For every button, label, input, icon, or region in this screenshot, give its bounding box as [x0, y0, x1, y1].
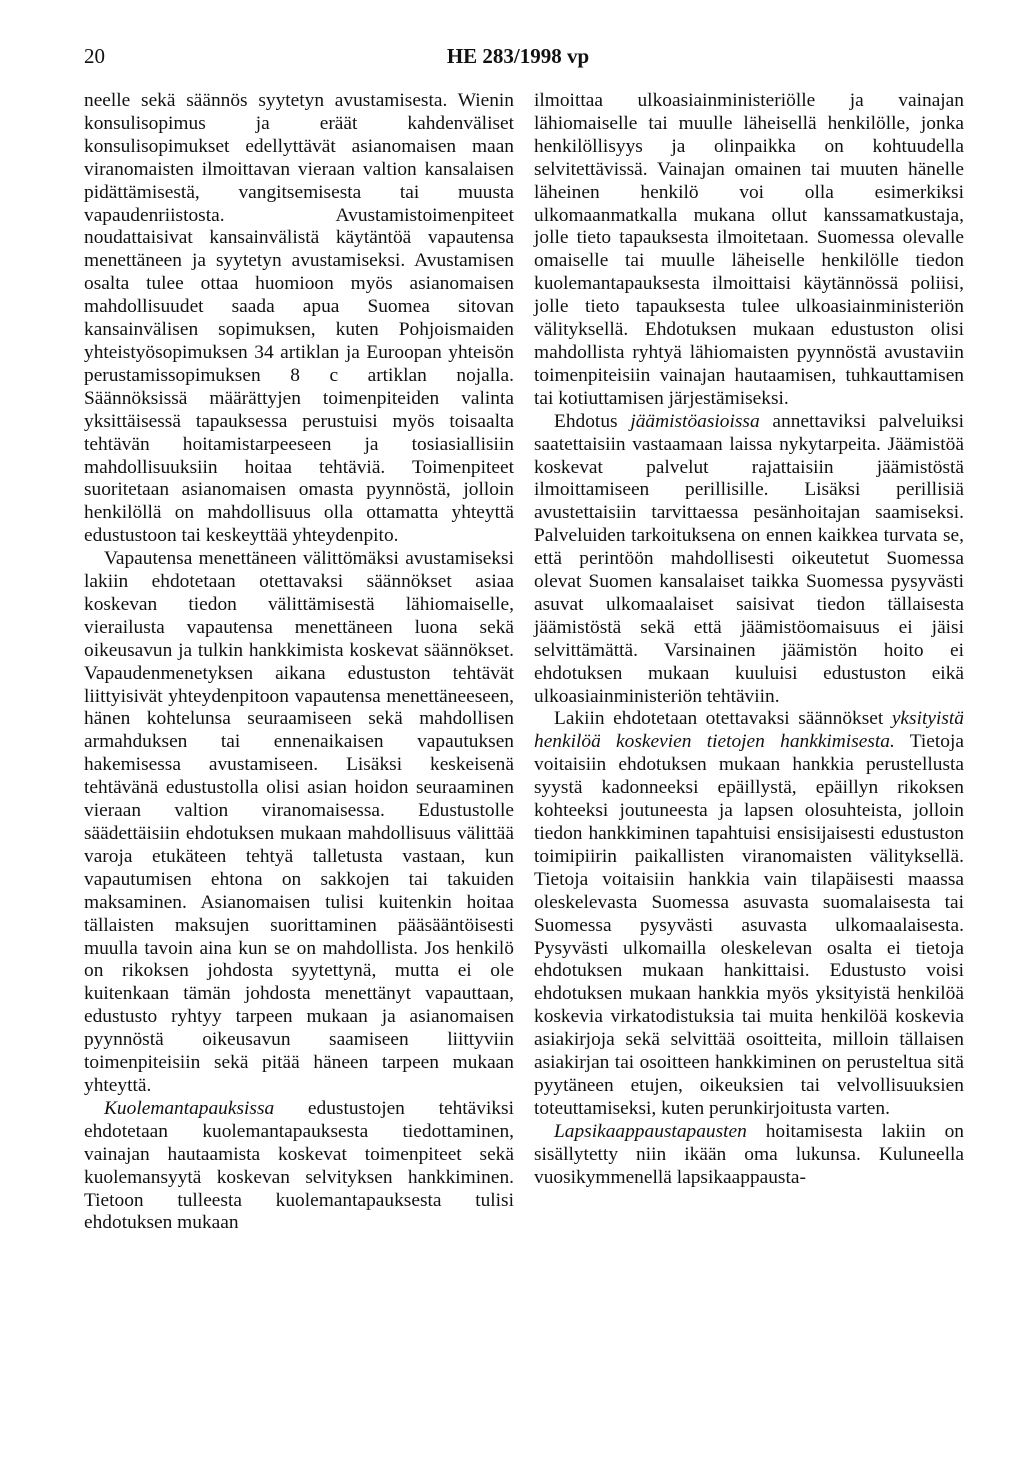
document-id: HE 283/1998 vp — [446, 44, 590, 68]
paragraph-deaths — [84, 1098, 514, 1235]
term-child-abduction: Lapsikaappaustapausten — [554, 1120, 747, 1142]
paragraph-assistance-continued: neelle sekä säännös syytetyn avustamisesta. Wienin konsulisopimus ja eräät kahdenväliset konsulisopimukset edellyttävät asianomaisen maan viranomaisten ilmoittavan vieraan valtion kansalaisen pidättämisestä, vangitsemisesta tai muusta vapaudenriistosta. Avustamistoimenpiteet noudattaisivat kansainvälistä käytäntöä vapautensa menettäneen ja syytetyn avustamiseksi. Avustamisen osalta tulee ottaa huomioon myös asianomaisen mahdollisuudet saada apua Suomea sitovan kansainvälisen sopimuksen, kuten Pohjoismaiden yhteistyösopimuksen 34 artiklan ja Euroopan yhteisön perustamissopimuksen 8 c artiklan nojalla. Säännöksissä määrättyjen toimenpiteiden valinta yksittäisessä tapauksessa perustuisi myös toisaalta tehtävän hoitamistarpeeseen ja tosiasiallisiin mahdollisuuksiin hoitaa tehtäviä. Toimenpiteet suoritetaan asianomaisen omasta pyynnöstä, jolloin henkilöllä on mahdollisuus olla ottamatta yhteyttä edustustoon tai keskeyttää yhteydenpito. — [84, 90, 514, 547]
term-estates: jäämistöasioissa — [630, 410, 760, 432]
paragraph-deaths-text: edustustojen tehtäviksi ehdotetaan kuolemantapauksesta tiedottaminen, vainajan hautaamista koskevat toimenpiteet sekä kuolemansyytä koskevan selvityksen hankkiminen. Tietoon tulleesta kuolemantapauksesta tulisi ehdotuksen mukaan — [84, 1097, 514, 1234]
page-header — [84, 44, 952, 74]
paragraph-child-abduction-text: hoitamisesta lakiin on sisällytetty niin ikään oma lukunsa. Kuluneella vuosikymmenellä lapsikaappausta- — [534, 1120, 964, 1188]
page-number: 20 — [84, 44, 105, 68]
left-column — [84, 90, 514, 1235]
paragraph-personal-information-lead: Lakiin ehdotetaan otettavaksi säännökset — [554, 708, 892, 730]
paragraph-estates-text: annettaviksi palveluiksi saatettaisiin vastaamaan laissa nykytarpeita. Jäämistöä koskevat palvelut rajattaisiin jäämistöstä ilmoittamiseen perillisille. Lisäksi perillisiä avustettaisiin tarvittaessa pesänhoitajan saamiseksi. Palveluiden tarkoituksena on ennen kaikkea turvata se, että perintöön mahdollisesti oikeutetut Suomessa olevat Suomen kansalaiset taikka Suomessa pysyvästi asuvat ulkomaalaiset saisivat tiedon tällaisesta jäämistöstä sekä että jäämistöomaisuus ei jäisi selvittämättä. Varsinainen jäämistön hoito ei ehdotuksen mukaan kuuluisi edustuston eikä ulkoasiainministeriön tehtäviin. — [534, 410, 964, 707]
paragraph-death-notification: ilmoittaa ulkoasiainministeriölle ja vainajan lähiomaiselle tai muulle läheisellä henkilölle, jonka henkilöllisyys ja olinpaikka on kohtuudella selvitettävissä. Vainajan omainen tai muuten hänelle läheinen henkilö voi olla esimerkiksi ulkomaanmatkalla mukana ollut kanssamatkustaja, jolle tieto tapauksesta ilmoitetaan. Suomessa olevalle omaiselle tai muulle läheiselle henkilölle tiedon kuolemantapauksesta ilmoittaisi käytännössä poliisi, jolle tieto tapauksesta tulee ulkoasiainministeriön välityksellä. Ehdotuksen mukaan edustuston olisi mahdollista ryhtyä lähiomaisten pyynnöstä avustaviin toimenpiteisiin vainajan hautaamisen, tuhkauttamisen tai kotiuttamisen järjestämiseksi. — [534, 90, 964, 409]
paragraph-child-abduction — [534, 1121, 964, 1190]
paragraph-estates-lead: Ehdotus — [554, 410, 631, 432]
paragraph-personal-information-text: Tietoja voitaisiin ehdotuksen mukaan hankkia perustellusta syystä kadonneeksi epäillystä, epäillyn rikoksen kohteeksi joutuneesta ja lapsen olosuhteista, jolloin tiedon hankkiminen tapahtuisi ensisijaisesti edustuston toimipiirin paikallisten viranomaisten välityksellä. Tietoja voitaisiin hankkia vain tilapäisesti maassa oleskelevasta Suomessa asuvasta suomalaisesta tai Suomessa pysyvästi asuvasta ulkomaalaisesta. Pysyvästi ulkomailla oleskelevan osalta ei tietoja ehdotuksen mukaan hankittaisi. Edustusto voisi ehdotuksen mukaan hankkia myös yksityistä henkilöä koskevia virkatodistuksia tai muita henkilöä koskevia asiakirjoja sekä selvittää osoitteita, milloin tällaisen asiakirjan tai osoitteen hankkiminen on perusteltua sitä pyytäneen etujen, oikeuksien tai velvollisuuksien toteuttamiseksi, kuten perunkirjoitusta varten. — [534, 731, 964, 1119]
right-column — [534, 90, 964, 1190]
paragraph-estates — [534, 411, 964, 709]
paragraph-personal-information — [534, 708, 964, 1120]
paragraph-deprived-of-liberty: Vapautensa menettäneen välittömäksi avustamiseksi lakiin ehdotetaan otettavaksi säännökset asiaa koskevan tiedon välittämisestä lähiomaiselle, vierailusta vapautensa menettäneen luona sekä oikeusavun ja tulkin hankkimista koskevat säännökset. Vapaudenmenetyksen aikana edustuston tehtävät liittyisivät yhteydenpitoon vapautensa menettäneeseen, hänen kohtelunsa seuraamiseen sekä mahdollisen armahduksen tai ennenaikaisen vapautuksen hakemisessa avustamiseen. Lisäksi keskeisenä tehtävänä edustustolla olisi asian hoidon seuraaminen vieraan valtion viranomaisessa. Edustustolle säädettäisiin ehdotuksen mukaan mahdollisuus välittää varoja etukäteen tehtyä talletusta vastaan, kun vapautumisen ehtona on sakkojen tai takuiden maksaminen. Asianomaisen tulisi kuitenkin hoitaa tällaisten maksujen suorittaminen pääsääntöisesti muulla tavoin aina kun se on mahdollista. Jos henkilö on rikoksen johdosta syytettynä, mutta ei ole kuitenkaan tämän johdosta menettänyt vapauttaan, edustusto ryhtyy tarpeen mukaan ja asianomaisen pyynnöstä oikeusavun saamiseen liittyviin toimenpiteisiin sekä pitää häneen tarpeen mukaan yhteyttä. — [84, 548, 514, 1096]
term-deaths: Kuolemantapauksissa — [104, 1097, 275, 1119]
term-personal-information: yksityistä henkilöä koskevien tietojen hankkimisesta. — [534, 708, 964, 753]
